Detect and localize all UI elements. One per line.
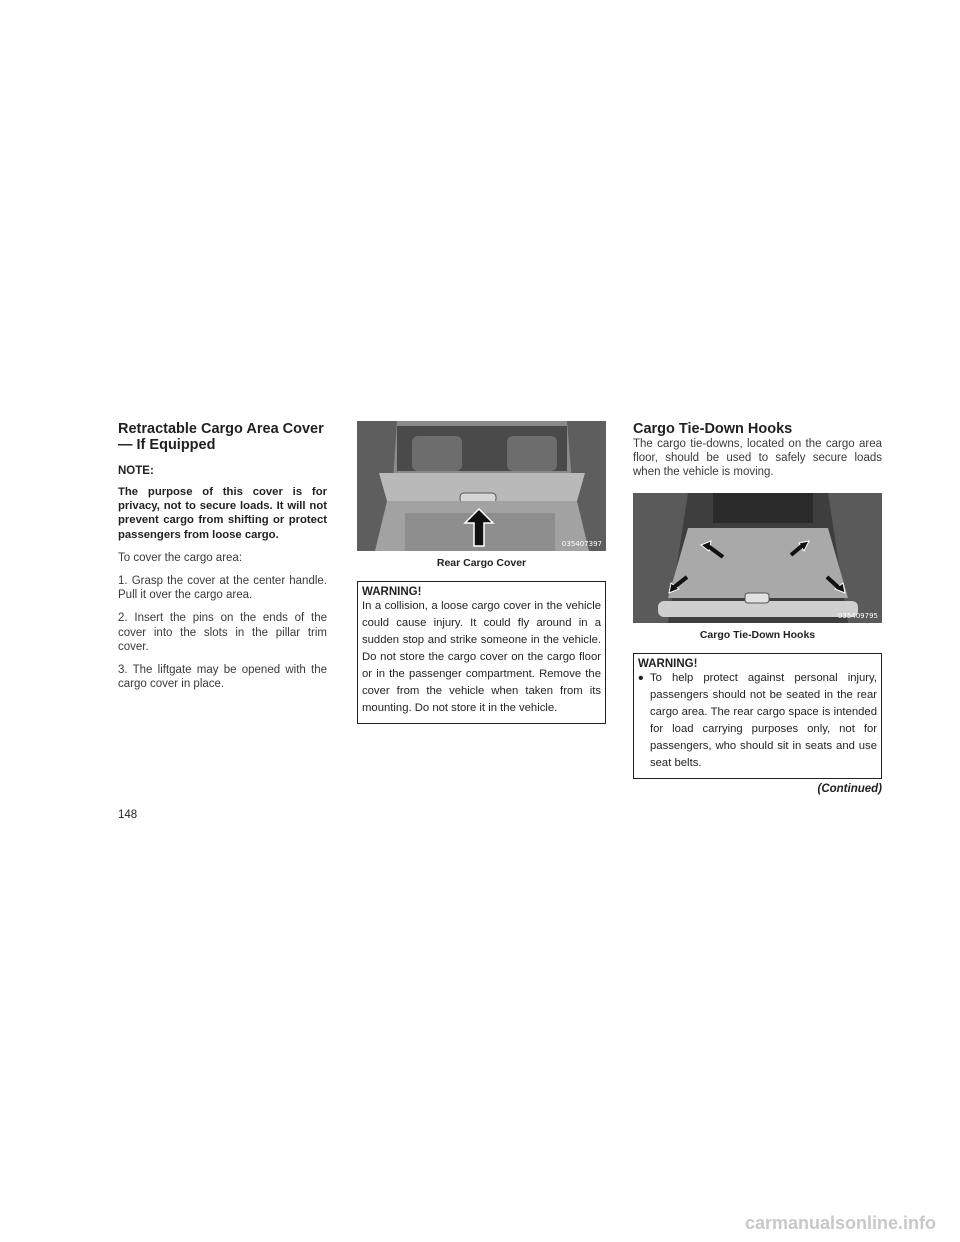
intro-text: To cover the cargo area: xyxy=(118,551,243,564)
warning-title: WARNING! xyxy=(638,657,698,670)
page-number: 148 xyxy=(118,809,138,821)
warning-title: WARNING! xyxy=(362,586,422,598)
tie-down-intro: The cargo tie-downs, located on the cargo area floor, should be used to safely secure loads when the vehicle is moving. xyxy=(633,438,882,479)
warning-body: In a collision, a loose cargo cover in the vehicle could cause injury. It could fly around in a sudden stop and strike someone in the vehicle. Do not store the cargo cover on the cargo floor or in the passenger compartment. Remove the cover from the vehicle when taken from its mounting. Do not store it in the vehicle. xyxy=(362,600,601,714)
bullet-icon: • xyxy=(638,669,644,687)
warning-bullet-text: To help protect against personal injury, passengers should not be seated in the rear cargo area. The rear cargo space is intended for load carrying purposes only, not for passengers, who should sit in seats and use seat belts. xyxy=(650,671,877,769)
warning-bullet-item xyxy=(638,670,877,772)
figure-caption: Cargo Tie-Down Hooks xyxy=(699,628,816,641)
note-body: The purpose of this cover is for privacy, not to secure loads. It will not prevent cargo from shifting or protect passengers from loose cargo. xyxy=(118,486,327,541)
right-column xyxy=(633,421,882,795)
step-3: 3. The liftgate may be opened with the cargo cover in place. xyxy=(118,664,327,691)
section-heading-cargo-cover: Retractable Cargo Area Cover — If Equipped xyxy=(118,421,324,453)
figure-caption: Rear Cargo Cover xyxy=(436,557,527,569)
step-1: 1. Grasp the cover at the center handle. Pull it over the cargo area. xyxy=(118,575,327,602)
warning-box-tie-down xyxy=(633,653,882,779)
left-column xyxy=(118,421,327,691)
step-2: 2. Insert the pins on the ends of the cover into the slots in the pillar trim cover. xyxy=(118,612,327,653)
rear-cargo-cover-photo xyxy=(357,421,606,551)
middle-column xyxy=(357,421,606,724)
figure-code: 035409795 xyxy=(837,611,878,620)
figure-code: 035407397 xyxy=(561,540,602,548)
note-title: NOTE: xyxy=(118,465,154,477)
continued-label: (Continued) xyxy=(817,782,882,795)
warning-box-cargo-cover xyxy=(357,581,606,724)
section-heading-tie-down: Cargo Tie-Down Hooks xyxy=(633,421,793,437)
watermark: carmanualsonline.info xyxy=(744,1213,936,1233)
cargo-tie-down-photo xyxy=(633,493,882,623)
